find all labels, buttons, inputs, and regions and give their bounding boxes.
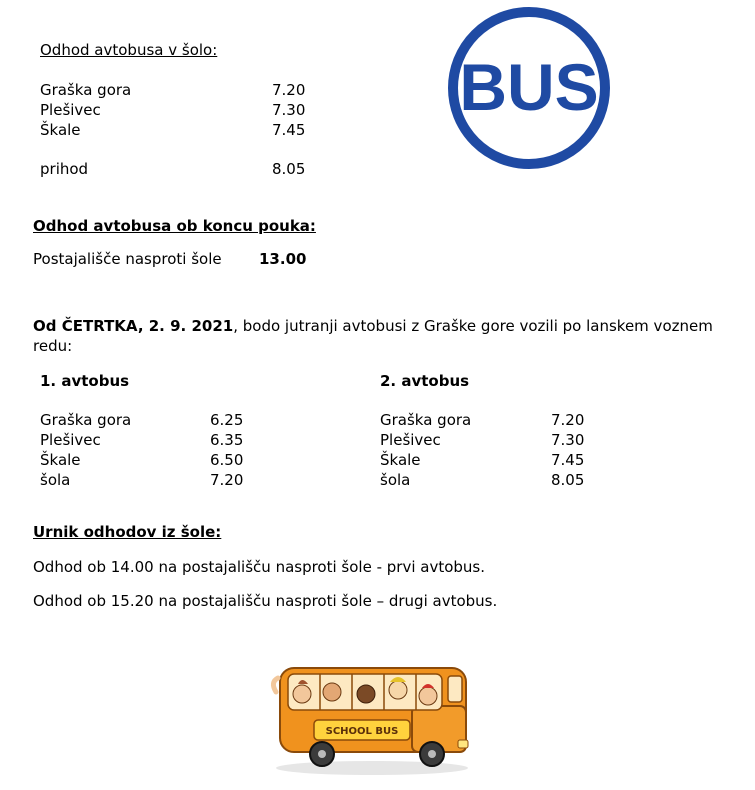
departures-heading: Urnik odhodov iz šole: xyxy=(33,523,222,541)
morning-stop-row xyxy=(40,100,310,120)
stop-time: 6.50 xyxy=(210,451,244,469)
stop-time: 6.25 xyxy=(210,411,244,429)
notice-line-2: redu: xyxy=(33,337,73,355)
stop-time: 7.45 xyxy=(551,451,585,469)
stop-time: 7.20 xyxy=(551,411,585,429)
stop-name: šola xyxy=(40,471,71,489)
bus1-title: 1. avtobus xyxy=(40,372,130,390)
stop-name: Graška gora xyxy=(40,81,132,99)
stop-name: Plešivec xyxy=(40,101,101,119)
after-school-stop: Postajališče nasproti šole xyxy=(33,250,222,268)
stop-time: 6.35 xyxy=(210,431,244,449)
departure-line-2: Odhod ob 15.20 na postajališču nasproti šole – drugi avtobus. xyxy=(33,592,498,610)
arrival-label: prihod xyxy=(40,160,89,178)
stop-name: Škale xyxy=(380,451,421,469)
bus2-stop-row xyxy=(380,430,590,450)
stop-time: 7.20 xyxy=(210,471,244,489)
school-bus-illustration xyxy=(262,656,482,778)
stop-time: 7.20 xyxy=(272,81,306,99)
arrival-time: 8.05 xyxy=(272,160,306,178)
bus-logo-text: BUS xyxy=(459,50,599,124)
stop-name: Škale xyxy=(40,451,81,469)
bus1-stop-row xyxy=(40,470,250,490)
bus1-stop-row xyxy=(40,410,250,430)
stop-name: Graška gora xyxy=(40,411,132,429)
stop-time: 8.05 xyxy=(551,471,585,489)
stop-time: 7.30 xyxy=(551,431,585,449)
morning-arrival-row xyxy=(40,159,310,179)
departure-line-1: Odhod ob 14.00 na postajališču nasproti šole - prvi avtobus. xyxy=(33,558,486,576)
morning-stop-row xyxy=(40,120,310,140)
notice-line-1 xyxy=(33,316,713,336)
stop-time: 7.45 xyxy=(272,121,306,139)
bus2-stop-row xyxy=(380,470,590,490)
bus2-title: 2. avtobus xyxy=(380,372,470,390)
morning-heading: Odhod avtobusa v šolo: xyxy=(40,41,218,59)
school-bus-sign: SCHOOL BUS xyxy=(325,726,399,737)
bus-logo-icon xyxy=(447,6,611,170)
morning-stop-row xyxy=(40,80,310,100)
stop-name: Škale xyxy=(40,121,81,139)
stop-name: Plešivec xyxy=(40,431,101,449)
stop-name: Graška gora xyxy=(380,411,472,429)
notice-text: , bodo jutranji avtobusi z Graške gore vozili po lanskem voznem xyxy=(233,317,713,335)
bus2-stop-row xyxy=(380,410,590,430)
stop-time: 7.30 xyxy=(272,101,306,119)
bus1-stop-row xyxy=(40,430,250,450)
stop-name: Plešivec xyxy=(380,431,441,449)
after-school-time: 13.00 xyxy=(259,250,307,268)
bus2-stop-row xyxy=(380,450,590,470)
after-school-heading: Odhod avtobusa ob koncu pouka: xyxy=(33,217,316,235)
notice-date: Od ČETRTKA, 2. 9. 2021 xyxy=(33,317,234,335)
bus1-stop-row xyxy=(40,450,250,470)
stop-name: šola xyxy=(380,471,411,489)
